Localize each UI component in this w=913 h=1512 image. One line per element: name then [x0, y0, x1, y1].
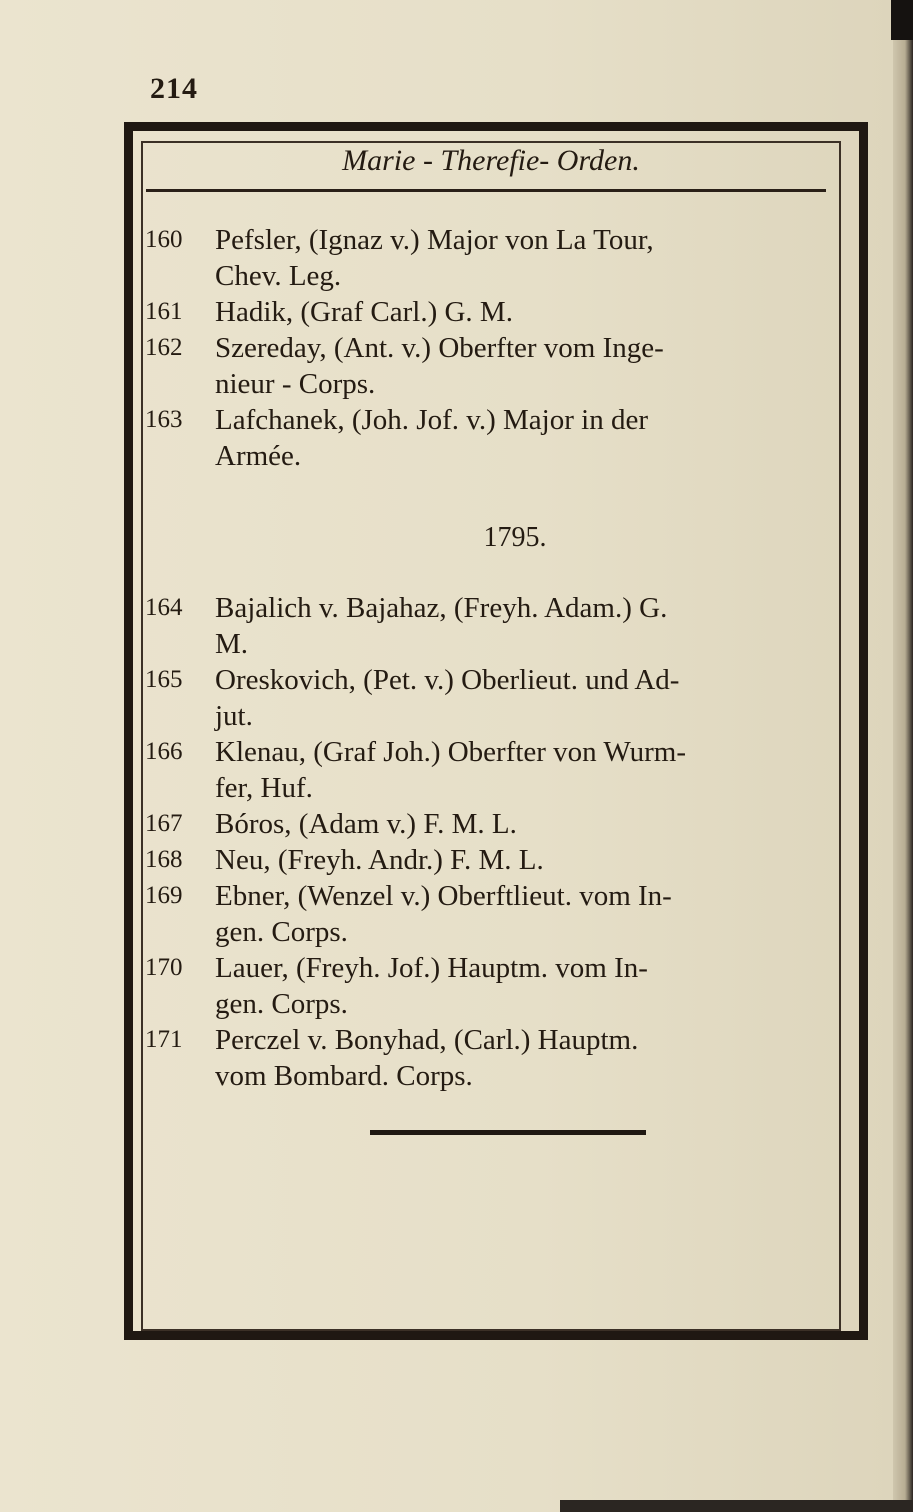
year-heading: 1795.: [483, 522, 547, 553]
list-item: [145, 330, 845, 402]
entry-number: 164: [145, 594, 183, 621]
entry-line: Hadik, (Graf Carl.) G. M.: [215, 296, 513, 328]
entry-line: gen. Corps.: [215, 988, 348, 1020]
entry-line: Ebner, (Wenzel v.) Oberftlieut. vom In-: [215, 880, 672, 912]
list-item: [145, 590, 845, 662]
entry-text: [215, 294, 845, 330]
entry-text: [215, 222, 845, 294]
list-item: [145, 950, 845, 1022]
entry-number: 170: [145, 954, 183, 981]
entry-text: [215, 1022, 845, 1094]
page-edge-bottom: [560, 1500, 913, 1512]
entry-number: 169: [145, 882, 183, 909]
entry-line: nieur - Corps.: [215, 368, 376, 400]
entry-number: 161: [145, 298, 183, 325]
entry-text: [215, 330, 845, 402]
entry-text: [215, 734, 845, 806]
entry-line: vom Bombard. Corps.: [215, 1060, 473, 1092]
list-item: [145, 878, 845, 950]
entry-line: M.: [215, 628, 249, 660]
entry-line: jut.: [215, 700, 253, 732]
entry-number: 168: [145, 846, 183, 873]
entry-number: 171: [145, 1026, 183, 1053]
list-item: [145, 806, 845, 842]
list-item: [145, 734, 845, 806]
list-item: [145, 1022, 845, 1094]
page-number: 214: [150, 72, 198, 105]
entries-after-year: [145, 590, 845, 1094]
list-item: [145, 402, 845, 474]
entry-number: 160: [145, 226, 183, 253]
entry-line: fer, Huf.: [215, 772, 313, 804]
entry-line: Lafchanek, (Joh. Jof. v.) Major in der: [215, 404, 648, 436]
section-title: Marie - Therefie- Orden.: [342, 144, 640, 177]
footer-rule: [370, 1130, 646, 1135]
entry-line: Oreskovich, (Pet. v.) Oberlieut. und Ad-: [215, 664, 680, 696]
entry-number: 167: [145, 810, 183, 837]
list-item: [145, 222, 845, 294]
list-item: [145, 842, 845, 878]
entry-line: gen. Corps.: [215, 916, 348, 948]
entry-text: [215, 662, 845, 734]
entry-text: [215, 842, 845, 878]
list-item: [145, 662, 845, 734]
entry-line: Perczel v. Bonyhad, (Carl.) Hauptm.: [215, 1024, 639, 1056]
entry-line: Pefsler, (Ignaz v.) Major von La Tour,: [215, 224, 654, 256]
entry-line: Klenau, (Graf Joh.) Oberfter von Wurm-: [215, 736, 686, 768]
entry-line: Szereday, (Ant. v.) Oberfter vom Inge-: [215, 332, 664, 364]
entry-text: [215, 402, 845, 474]
list-item: [145, 294, 845, 330]
entry-text: [215, 950, 845, 1022]
entry-line: Chev. Leg.: [215, 260, 342, 292]
entry-number: 163: [145, 406, 183, 433]
entry-line: Lauer, (Freyh. Jof.) Hauptm. vom In-: [215, 952, 648, 984]
entry-line: Armée.: [215, 440, 302, 472]
entry-line: Bóros, (Adam v.) F. M. L.: [215, 808, 517, 840]
entry-list: [145, 222, 845, 1094]
entry-number: 162: [145, 334, 183, 361]
entry-number: 165: [145, 666, 183, 693]
entry-text: [215, 590, 845, 662]
page-edge: [893, 0, 913, 1512]
entry-number: 166: [145, 738, 183, 765]
header-rule: [146, 189, 826, 192]
entry-line: Neu, (Freyh. Andr.) F. M. L.: [215, 844, 544, 876]
entry-text: [215, 806, 845, 842]
entries-before-year: [145, 222, 845, 474]
page-edge-top: [891, 0, 913, 40]
entry-text: [215, 878, 845, 950]
entry-line: Bajalich v. Bajahaz, (Freyh. Adam.) G.: [215, 592, 668, 624]
